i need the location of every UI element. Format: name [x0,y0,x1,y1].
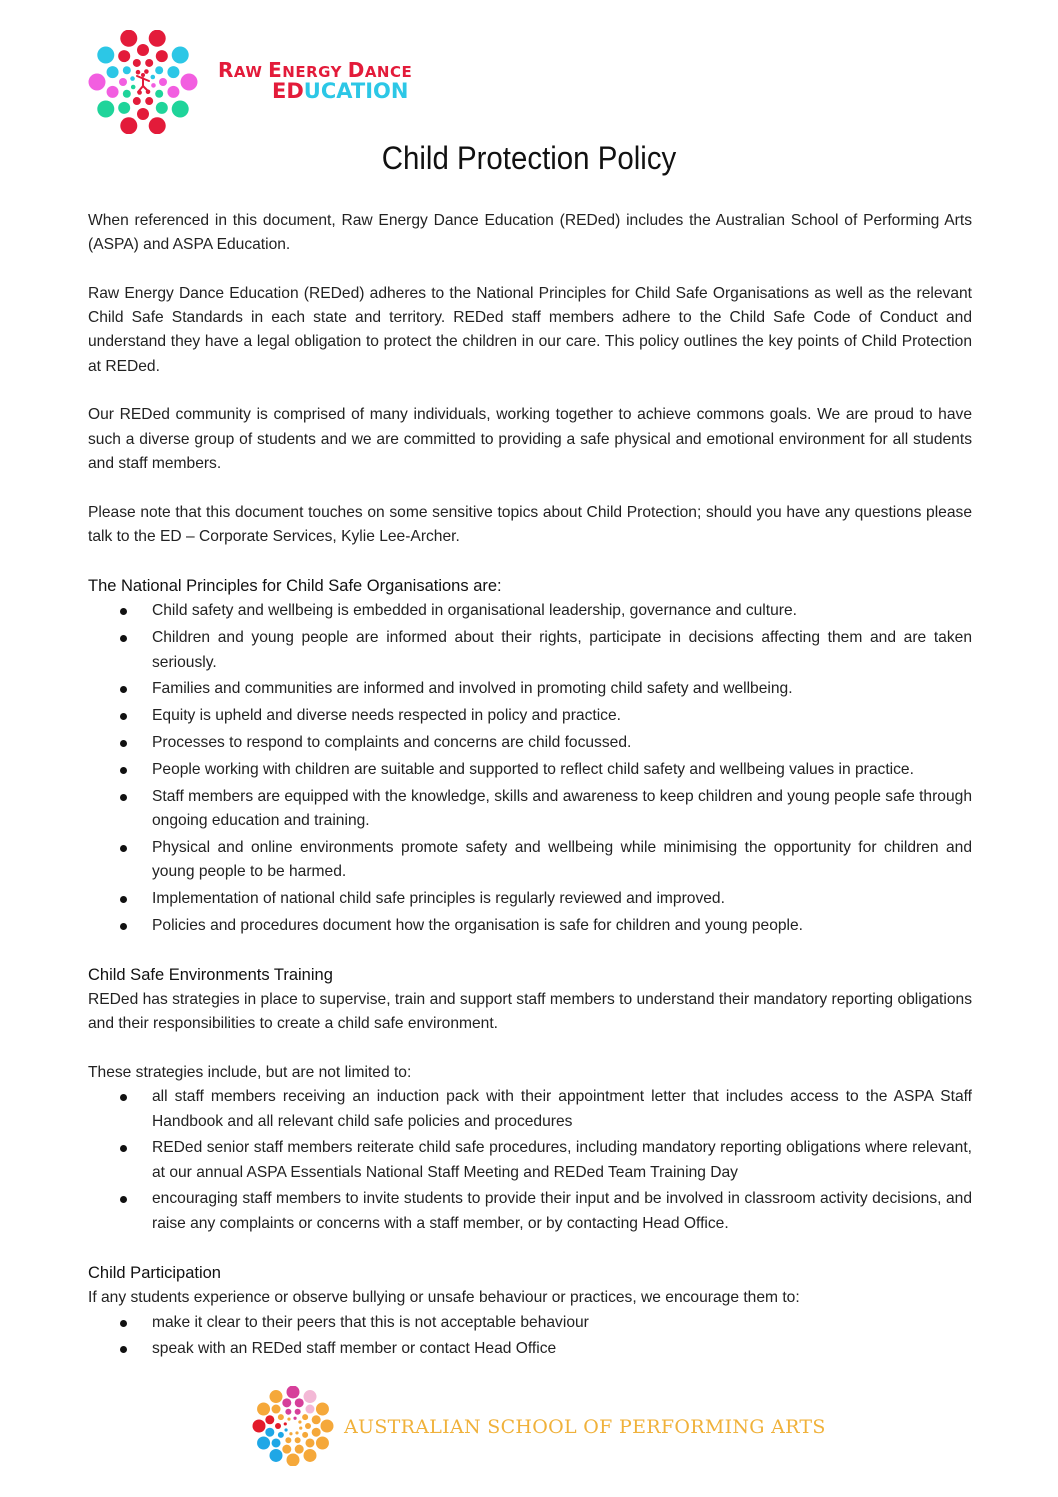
logo-dot [284,1422,287,1425]
brand-letter: E [268,58,283,82]
logo-dot [272,1438,281,1447]
intro-paragraph: Raw Energy Dance Education (REDed) adheres to the National Principles for Child Safe Organisations as well as the relevant Child Safe Standards in each state and territory. REDed staff members adhere to the Child Safe Code of Conduct and understand they have a legal obligation to protect the children in our care. This policy outlines the key points of Child Protection at REDed. [88,284,972,375]
list-item-text: Families and communities are informed and involved in promoting child safety and wellbeing. [152,680,793,698]
dancer-figure-icon [137,73,149,92]
logo-dot [295,1398,304,1407]
intro-paragraph: Our REDed community is comprised of many individuals, working together to achieve commons goals. We are proud to have such a diverse group of students and we are committed to providing a safe physical and emotional environment for all students and staff members. [88,406,972,472]
logo-dot [305,1438,314,1447]
logo-dot [253,1420,266,1433]
principles-list [88,599,972,937]
list-item-text: Equity is upheld and diverse needs respected in policy and practice. [152,707,621,725]
logo-dot [145,59,153,67]
aspa-logo-icon [252,1386,334,1466]
training-paragraph: REDed has strategies in place to supervise, train and support staff members to understand their mandatory reporting obligations and their responsibilities to create a child safe environment. [88,991,972,1033]
logo-dot [304,1449,317,1462]
document-body [88,209,972,1386]
list-item-text: Processes to respond to complaints and concerns are child focussed. [152,733,632,751]
logo-dot [118,102,130,114]
bullet-icon [120,1346,127,1353]
list-item [88,887,972,911]
logo-dot [316,1403,329,1416]
logo-dot [97,46,114,63]
brand-word-part: NERGY [282,63,348,81]
list-item-text: People working with children are suitable and supported to reflect child safety and wellbeing values in practice. [152,760,914,778]
bullet-icon [120,608,127,615]
list-item-text: Child safety and wellbeing is embedded in organisational leadership, governance and culture. [152,602,797,620]
logo-dot [302,1432,308,1438]
brand-letter: D [347,58,365,82]
logo-dot [272,1405,281,1414]
logo-dot [287,1417,290,1420]
logo-dot [97,101,114,118]
bullet-icon [120,713,127,720]
logo-dot [257,1437,270,1450]
training-heading: Child Safe Environments Training [88,966,333,985]
list-item [88,1136,972,1185]
logo-dot [107,86,119,98]
logo-dot [316,1437,329,1450]
logo-dot [123,90,131,98]
logo-dot [151,75,156,80]
logo-dot [156,50,168,62]
logo-dot [295,1445,304,1454]
intro-paragraph: Please note that this document touches on some sensitive topics about Child Protection; should you have any questions please talk to the ED – Corporate Services, Kylie Lee-Archer. [88,503,972,545]
list-item [88,704,972,728]
list-item-text: Implementation of national child safe principles is regularly reviewed and improved. [152,889,725,907]
logo-dot [136,70,141,75]
list-item [88,785,972,834]
logo-dot [167,66,179,78]
list-item-text: all staff members receiving an induction pack with their appointment letter that includes access to the ASPA Staff Handbook and all relevant child safe policies and procedures [152,1088,972,1130]
logo-dot [120,117,137,134]
logo-dot [155,66,163,74]
brand-wordmark [218,60,412,102]
bullet-icon [120,845,127,852]
participation-paragraph: If any students experience or observe bullying or unsafe behaviour or practices, we encourage them to: [88,1289,800,1307]
brand-line-2 [272,81,412,102]
logo-dot [275,1423,281,1429]
list-item [88,1337,972,1361]
logo-dot [156,102,168,114]
logo-dot [181,74,198,91]
list-item-text: make it clear to their peers that this is not acceptable behaviour [152,1313,589,1331]
brand-letter: R [218,58,234,82]
logo-dot [302,1414,308,1420]
logo-dot [305,1423,311,1429]
logo-dot [285,1437,291,1443]
list-item-text: Policies and procedures document how the organisation is safe for children and young people. [152,916,804,934]
logo-dot [295,1409,301,1415]
logo-dot [131,85,136,90]
logo-dot [172,46,189,63]
bullet-icon [120,1094,127,1101]
page-title: Child Protection Policy [381,140,677,176]
logo-dot [289,1432,292,1435]
brand-ucation: UCATION [303,79,409,103]
logo-dot [278,1432,284,1438]
logo-dot [159,78,167,86]
participation-list [88,1311,972,1362]
intro-paragraph: When referenced in this document, Raw Energy Dance Education (REDed) includes the Australian School of Performing Arts (ASPA) and ASPA Education. [88,212,972,254]
logo-dot [137,44,149,56]
logo-dot [149,30,166,47]
logo-dot [299,1426,302,1429]
brand-ed: ED [272,79,304,103]
bullet-icon [120,896,127,903]
list-item-text: REDed senior staff members reiterate child safe procedures, including mandatory reporting obligations where relevant, at our annual ASPA Essentials National Staff Meeting and REDed Team Training Day [152,1139,972,1181]
logo-dot [278,1414,284,1420]
logo-dot [287,1454,300,1467]
bullet-icon [120,923,127,930]
logo-dot [321,1420,334,1433]
logo-dot [172,101,189,118]
footer-school-name: AUSTRALIAN SCHOOL OF PERFORMING ARTS [344,1416,826,1438]
logo-dot [118,50,130,62]
logo-dot [305,1405,314,1414]
logo-dot [287,1386,300,1399]
footer [252,1386,826,1466]
reded-logo-icon [88,30,198,134]
bullet-icon [120,767,127,774]
bullet-icon [120,1145,127,1152]
participation-heading: Child Participation [88,1264,221,1283]
logo-dot [145,97,153,105]
logo-dot [304,1390,317,1403]
logo-dot [293,1417,296,1420]
logo-dot [284,1428,287,1431]
principles-heading: The National Principles for Child Safe Organisations are: [88,577,502,596]
logo-dot [285,1409,291,1415]
list-item [88,626,972,675]
list-item [88,677,972,701]
list-item [88,1311,972,1335]
brand-line-1 [218,60,412,80]
bullet-icon [120,635,127,642]
logo-dot [295,1437,301,1443]
logo-dot [312,1428,321,1437]
logo-dot [130,76,135,81]
list-item [88,731,972,755]
bullet-icon [120,686,127,693]
logo-dot [257,1403,270,1416]
logo-dot [167,86,179,98]
bullet-icon [120,740,127,747]
logo-dot [149,117,166,134]
logo-dot [89,74,106,91]
training-list-intro: These strategies include, but are not limited to: [88,1064,412,1081]
logo-dot [107,66,119,78]
brand-word-part: AW [233,63,269,81]
logo-dot [282,1398,291,1407]
list-item [88,758,972,782]
list-item-text: Physical and online environments promote safety and wellbeing while minimising the opportunity for children and young people to be harmed. [152,838,972,880]
training-list [88,1085,972,1236]
logo-dot [265,1415,274,1424]
list-item-text: Children and young people are informed about their rights, participate in decisions affecting them and are taken seriously. [152,629,972,671]
logo-dot [133,59,141,67]
logo-dot [270,1449,283,1462]
logo-dot [133,97,141,105]
logo-dot [119,78,127,86]
logo-dot [282,1445,291,1454]
brand-word-part: ANCE [364,63,413,81]
logo-dot [295,1431,298,1434]
list-item [88,914,972,938]
bullet-icon [120,794,127,801]
list-item [88,599,972,623]
logo-dot [137,108,149,120]
list-item [88,1187,972,1236]
list-item [88,836,972,885]
list-item-text: encouraging staff members to invite students to provide their input and be involved in classroom activity decisions, and raise any complaints or concerns with a staff member, or by contacting Head Office. [152,1190,972,1232]
bullet-icon [120,1196,127,1203]
bullet-icon [120,1320,127,1327]
logo-dot [265,1428,274,1437]
list-item [88,1085,972,1134]
logo-dot [120,30,137,47]
logo-dot [298,1420,301,1423]
list-item-text: Staff members are equipped with the knowledge, skills and awareness to keep children and young people safe through ongoing education and training. [152,787,972,829]
list-item-text: speak with an REDed staff member or contact Head Office [152,1340,557,1358]
logo-dot [151,83,156,88]
logo-dot [312,1415,321,1424]
logo-dot [270,1390,283,1403]
logo-dot [123,66,131,74]
logo-dot [144,69,149,74]
logo-dot [155,90,163,98]
